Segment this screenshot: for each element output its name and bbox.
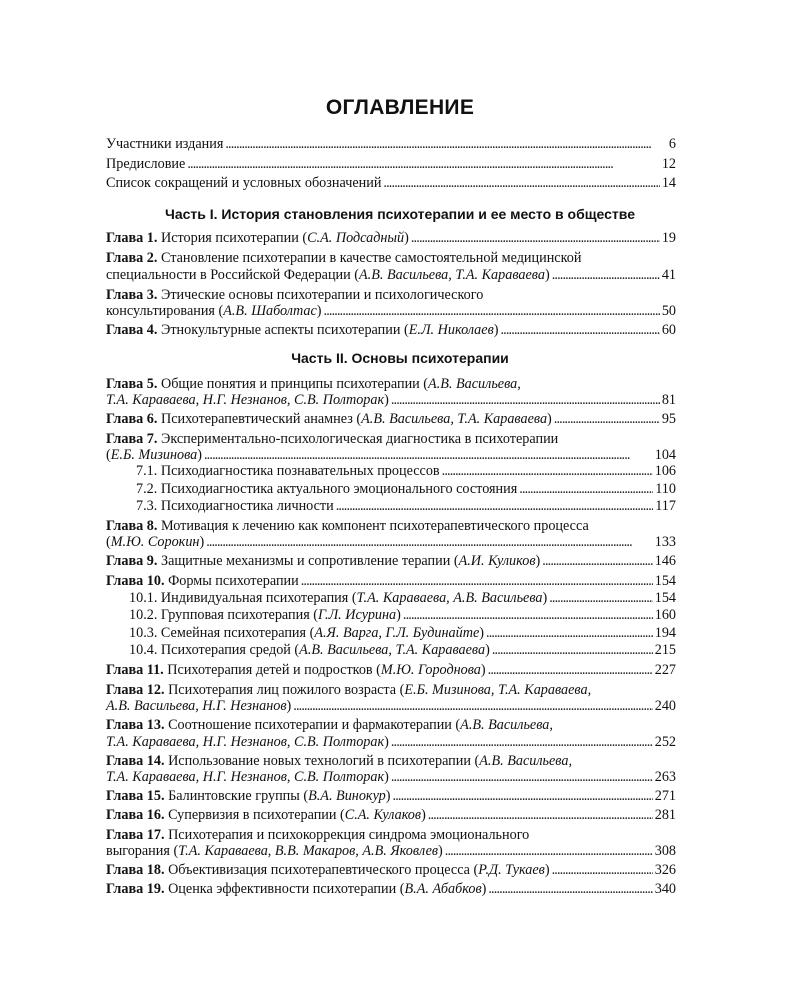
entry-text bbox=[129, 606, 401, 624]
dot-leader bbox=[542, 552, 652, 570]
entry-text: Объективизация психотерапевтического процесса ( bbox=[164, 862, 479, 878]
toc-entry[interactable] bbox=[106, 135, 676, 153]
entry-text: 10.3. Семейная психотерапия ( bbox=[129, 625, 315, 641]
dot-leader bbox=[383, 174, 659, 192]
entry-text bbox=[106, 768, 389, 786]
author: Т.А. Караваева, А.В. Васильева bbox=[356, 590, 543, 606]
toc-entry-chapter-8-cont[interactable] bbox=[106, 533, 676, 551]
dot-leader bbox=[554, 410, 660, 428]
toc-entry-chapter-17-cont[interactable] bbox=[106, 842, 676, 860]
toc-entry-chapter-9[interactable] bbox=[106, 552, 676, 570]
entry-text: ) bbox=[384, 392, 389, 408]
page-number: 12 bbox=[661, 156, 676, 172]
page-number: 41 bbox=[661, 267, 676, 283]
page-number: 154 bbox=[654, 590, 676, 606]
author: Е.Б. Мизинова bbox=[110, 447, 198, 463]
dot-leader bbox=[411, 229, 660, 247]
chapter-label: Глава 6. bbox=[106, 411, 158, 427]
entry-text bbox=[106, 733, 389, 751]
chapter-label: Глава 15. bbox=[106, 788, 165, 804]
chapter-label: Глава 11. bbox=[106, 662, 164, 678]
dot-leader bbox=[552, 266, 660, 284]
page-number: 160 bbox=[654, 607, 676, 623]
page-number: 154 bbox=[654, 573, 676, 589]
chapter-label: Глава 8. bbox=[106, 518, 158, 534]
author: С.А. Подсадный bbox=[307, 230, 405, 246]
author: А.В. Васильева, bbox=[428, 376, 521, 392]
toc-entry[interactable] bbox=[106, 155, 676, 173]
entry-text: ) bbox=[199, 534, 205, 550]
entry-text: Формы психотерапии bbox=[164, 573, 299, 589]
dot-leader bbox=[293, 697, 652, 715]
entry-text bbox=[106, 391, 389, 409]
entry-text bbox=[106, 787, 391, 805]
entry-text: ) bbox=[485, 642, 490, 658]
author: Е.Л. Николаев bbox=[408, 322, 494, 338]
page-number: 227 bbox=[654, 662, 676, 678]
toc-entry-chapter-2-cont[interactable] bbox=[106, 266, 676, 284]
dot-leader bbox=[549, 589, 653, 607]
entry-text: 10.4. Психотерапия средой ( bbox=[129, 642, 300, 658]
page-number: 60 bbox=[661, 322, 676, 338]
entry-text bbox=[106, 842, 443, 860]
entry-text bbox=[106, 697, 291, 715]
toc-entry[interactable] bbox=[106, 174, 676, 192]
dot-leader bbox=[500, 321, 659, 339]
entry-text bbox=[106, 302, 322, 320]
toc-subentry[interactable] bbox=[129, 641, 676, 659]
entry-text: Психотерапия лиц пожилого возраста ( bbox=[164, 682, 405, 698]
entry-text: Оценка эффективности психотерапии ( bbox=[164, 881, 405, 897]
entry-text: ) bbox=[542, 590, 548, 606]
entry-text: Предисловие bbox=[106, 156, 186, 172]
dot-leader bbox=[442, 462, 653, 480]
toc-entry-chapter-4[interactable] bbox=[106, 321, 676, 339]
toc-entry-chapter-10[interactable] bbox=[106, 572, 676, 590]
entry-text bbox=[106, 266, 550, 284]
toc-subentry[interactable] bbox=[136, 480, 676, 498]
chapter-label: Глава 5. bbox=[106, 376, 158, 392]
entry-text: ) bbox=[384, 769, 389, 785]
entry-text bbox=[106, 861, 550, 879]
page-number: 326 bbox=[654, 862, 676, 878]
toc-entry-chapter-16[interactable] bbox=[106, 806, 676, 824]
entry-text: выгорания ( bbox=[106, 843, 179, 859]
author: А.В. Васильева, Т.А. Караваева bbox=[361, 411, 548, 427]
chapter-label: Глава 13. bbox=[106, 717, 165, 733]
entry-text: Психотерапия и психокоррекция синдрома эмоционального bbox=[164, 827, 530, 843]
page-number: 308 bbox=[654, 843, 676, 859]
entry-text bbox=[106, 229, 409, 247]
author: Т.А. Караваева, В.В. Макаров, А.В. Яковлев bbox=[178, 843, 439, 859]
entry-text: ) bbox=[480, 662, 486, 678]
entry-text: ) bbox=[197, 447, 202, 463]
toc-entry-chapter-15[interactable] bbox=[106, 787, 676, 805]
toc-subentry[interactable] bbox=[136, 462, 676, 480]
entry-text: ) bbox=[547, 411, 552, 427]
entry-text: ) bbox=[316, 303, 322, 319]
page-number: 110 bbox=[655, 481, 676, 497]
page-title: ОГЛАВЛЕНИЕ bbox=[325, 96, 475, 119]
entry-text: Защитные механизмы и сопротивление терапии ( bbox=[157, 553, 459, 569]
page-number: 104 bbox=[654, 447, 676, 463]
toc-subentry[interactable] bbox=[129, 606, 676, 624]
entry-text bbox=[129, 589, 547, 607]
page-number: 263 bbox=[654, 769, 676, 785]
entry-text: ) bbox=[438, 843, 443, 859]
page-number: 340 bbox=[654, 881, 676, 897]
page-number: 271 bbox=[654, 788, 676, 804]
entry-text: ) bbox=[535, 553, 541, 569]
page-number: 252 bbox=[654, 734, 676, 750]
author: Т.А. Караваева, Н.Г. Незнанов, С.В. Полторак bbox=[106, 392, 385, 408]
entry-text bbox=[106, 321, 498, 339]
dot-leader bbox=[187, 155, 659, 173]
chapter-label: Глава 19. bbox=[106, 881, 165, 897]
dot-leader bbox=[552, 861, 653, 879]
chapter-label: Глава 4. bbox=[106, 322, 158, 338]
page-number: 50 bbox=[661, 303, 676, 319]
entry-text: Этические основы психотерапии и психологического bbox=[157, 287, 484, 303]
page-number: 19 bbox=[661, 230, 676, 246]
entry-text: Становление психотерапии в качестве самостоятельной медицинской bbox=[157, 250, 582, 266]
entry-text: Балинтовские группы ( bbox=[164, 788, 309, 804]
page-number: 106 bbox=[654, 463, 676, 479]
toc-entry-chapter-12-cont[interactable] bbox=[106, 697, 676, 715]
entry-text: ) bbox=[481, 881, 487, 897]
author: А.И. Куликов bbox=[458, 553, 536, 569]
entry-text bbox=[129, 624, 484, 642]
author: Г.Л. Исурина bbox=[318, 607, 397, 623]
entry-text: специальности в Российской Федерации ( bbox=[106, 267, 360, 283]
entry-text: Общие понятия и принципы психотерапии ( bbox=[157, 376, 429, 392]
entry-text: Психотерапевтический анамнез ( bbox=[157, 411, 362, 427]
dot-leader bbox=[428, 806, 653, 824]
author: М.Ю. Городнова bbox=[380, 662, 481, 678]
toc-entry-chapter-18[interactable] bbox=[106, 861, 676, 879]
author: В.А. Абабков bbox=[404, 881, 482, 897]
entry-text: 10.2. Групповая психотерапия ( bbox=[129, 607, 319, 623]
author: А.В. Шаболтас bbox=[223, 303, 317, 319]
chapter-label: Глава 17. bbox=[106, 827, 165, 843]
author: А.Я. Варга, Г.Л. Будинайте bbox=[314, 625, 480, 641]
chapter-label: Глава 9. bbox=[106, 553, 158, 569]
entry-text: ) bbox=[396, 607, 401, 623]
part-heading: Часть I. История становления психотерапии и ее место в обществе bbox=[165, 206, 635, 222]
dot-leader bbox=[486, 624, 653, 642]
entry-text bbox=[106, 552, 540, 570]
chapter-label: Глава 16. bbox=[106, 807, 165, 823]
dot-leader bbox=[492, 641, 653, 659]
toc-entry-chapter-2[interactable] bbox=[106, 249, 581, 267]
dot-leader bbox=[488, 880, 652, 898]
author: В.А. Винокур bbox=[308, 788, 386, 804]
author: А.В. Васильева, bbox=[479, 753, 573, 769]
dot-leader bbox=[391, 768, 653, 786]
page-number: 117 bbox=[655, 498, 676, 514]
dot-leader bbox=[206, 533, 653, 551]
entry-text: Супервизия в психотерапии ( bbox=[164, 807, 345, 823]
dot-leader bbox=[336, 497, 654, 515]
entry-text bbox=[106, 661, 486, 679]
entry-text: ) bbox=[544, 862, 550, 878]
entry-text: ) bbox=[479, 625, 484, 641]
toc-subentry[interactable] bbox=[129, 624, 676, 642]
dot-leader bbox=[391, 733, 653, 751]
chapter-label: Глава 18. bbox=[106, 862, 165, 878]
toc-entry-chapter-3-cont[interactable] bbox=[106, 302, 676, 320]
entry-text bbox=[106, 880, 486, 898]
entry-text: ) bbox=[384, 734, 389, 750]
toc-entry-chapter-13-cont[interactable] bbox=[106, 733, 676, 751]
entry-text bbox=[106, 572, 299, 590]
author: А.В. Васильева, Т.А. Караваева bbox=[299, 642, 486, 658]
chapter-label: Глава 14. bbox=[106, 753, 165, 769]
toc-subentry[interactable] bbox=[136, 497, 676, 515]
entry-text: ) bbox=[544, 267, 550, 283]
entry-text: Экспериментально-психологическая диагностика в психотерапии bbox=[157, 431, 559, 447]
chapter-label: Глава 10. bbox=[106, 573, 165, 589]
entry-text: ) bbox=[493, 322, 499, 338]
toc-entry-chapter-14-cont[interactable] bbox=[106, 768, 676, 786]
chapter-label: Глава 3. bbox=[106, 287, 158, 303]
author: С.А. Кулаков bbox=[344, 807, 422, 823]
entry-text: Список сокращений и условных обозначений bbox=[106, 175, 382, 191]
chapter-label: Глава 12. bbox=[106, 682, 165, 698]
entry-text: 7.3. Психодиагностика личности bbox=[136, 498, 334, 514]
page-number: 215 bbox=[654, 642, 676, 658]
page-number: 81 bbox=[661, 392, 676, 408]
page-number: 146 bbox=[654, 553, 676, 569]
toc-entry-chapter-5-cont[interactable] bbox=[106, 391, 676, 409]
part-heading: Часть II. Основы психотерапии bbox=[291, 350, 509, 366]
entry-text: ) bbox=[286, 698, 292, 714]
entry-text: Соотношение психотерапии и фармакотерапии ( bbox=[164, 717, 461, 733]
chapter-label: Глава 2. bbox=[106, 250, 158, 266]
dot-leader bbox=[324, 302, 660, 320]
dot-leader bbox=[488, 661, 653, 679]
entry-text bbox=[129, 641, 490, 659]
page-number: 240 bbox=[654, 698, 676, 714]
page-number: 133 bbox=[654, 534, 676, 550]
entry-text: 7.2. Психодиагностика актуального эмоционального состояния bbox=[136, 481, 518, 497]
chapter-label: Глава 1. bbox=[106, 230, 158, 246]
entry-text: ) bbox=[404, 230, 409, 246]
author: А.В. Васильева, Н.Г. Незнанов bbox=[106, 698, 287, 714]
entry-text: ( bbox=[106, 534, 111, 550]
page-number: 6 bbox=[668, 136, 676, 152]
entry-text: ( bbox=[106, 447, 111, 463]
entry-text: ) bbox=[385, 788, 391, 804]
dot-leader bbox=[301, 572, 653, 590]
entry-text: 7.1. Психодиагностика познавательных процессов bbox=[136, 463, 440, 479]
toc-entry-chapter-13[interactable] bbox=[106, 716, 553, 734]
dot-leader bbox=[519, 480, 653, 498]
author: А.В. Васильева, Т.А. Караваева bbox=[359, 267, 545, 283]
entry-text: 10.1. Индивидуальная психотерапия ( bbox=[129, 590, 357, 606]
toc-entry-chapter-19[interactable] bbox=[106, 880, 676, 898]
toc-entry-chapter-6[interactable] bbox=[106, 410, 676, 428]
dot-leader bbox=[393, 787, 653, 805]
dot-leader bbox=[445, 842, 653, 860]
entry-text: Этнокультурные аспекты психотерапии ( bbox=[157, 322, 409, 338]
dot-leader bbox=[225, 135, 667, 153]
entry-text: История психотерапии ( bbox=[157, 230, 308, 246]
entry-text: Мотивация к лечению как компонент психотерапевтического процесса bbox=[157, 518, 589, 534]
entry-text bbox=[106, 533, 204, 551]
chapter-label: Глава 7. bbox=[106, 431, 158, 447]
entry-text bbox=[106, 410, 552, 428]
toc-subentry[interactable] bbox=[129, 589, 676, 607]
author: Р.Д. Тукаев bbox=[478, 862, 545, 878]
author: М.Ю. Сорокин bbox=[110, 534, 200, 550]
entry-text bbox=[106, 806, 426, 824]
dot-leader bbox=[391, 391, 660, 409]
page-number: 281 bbox=[654, 807, 676, 823]
entry-text: Психотерапия детей и подростков ( bbox=[163, 662, 381, 678]
author: А.В. Васильева, bbox=[460, 717, 553, 733]
toc-entry-chapter-11[interactable] bbox=[106, 661, 676, 679]
author: Т.А. Караваева, Н.Г. Незнанов, С.В. Полторак bbox=[106, 734, 385, 750]
author: Т.А. Караваева, Н.Г. Незнанов, С.В. Полторак bbox=[106, 769, 385, 785]
dot-leader bbox=[403, 606, 653, 624]
entry-text: Участники издания bbox=[106, 136, 224, 152]
author: Е.Б. Мизинова, Т.А. Караваева, bbox=[404, 682, 592, 698]
toc-entry-chapter-1[interactable] bbox=[106, 229, 676, 247]
page-number: 194 bbox=[654, 625, 676, 641]
entry-text: Использование новых технологий в психотерапии ( bbox=[164, 753, 480, 769]
page-number: 95 bbox=[661, 411, 676, 427]
entry-text: ) bbox=[421, 807, 426, 823]
entry-text: консультирования ( bbox=[106, 303, 224, 319]
page-number: 14 bbox=[661, 175, 676, 191]
